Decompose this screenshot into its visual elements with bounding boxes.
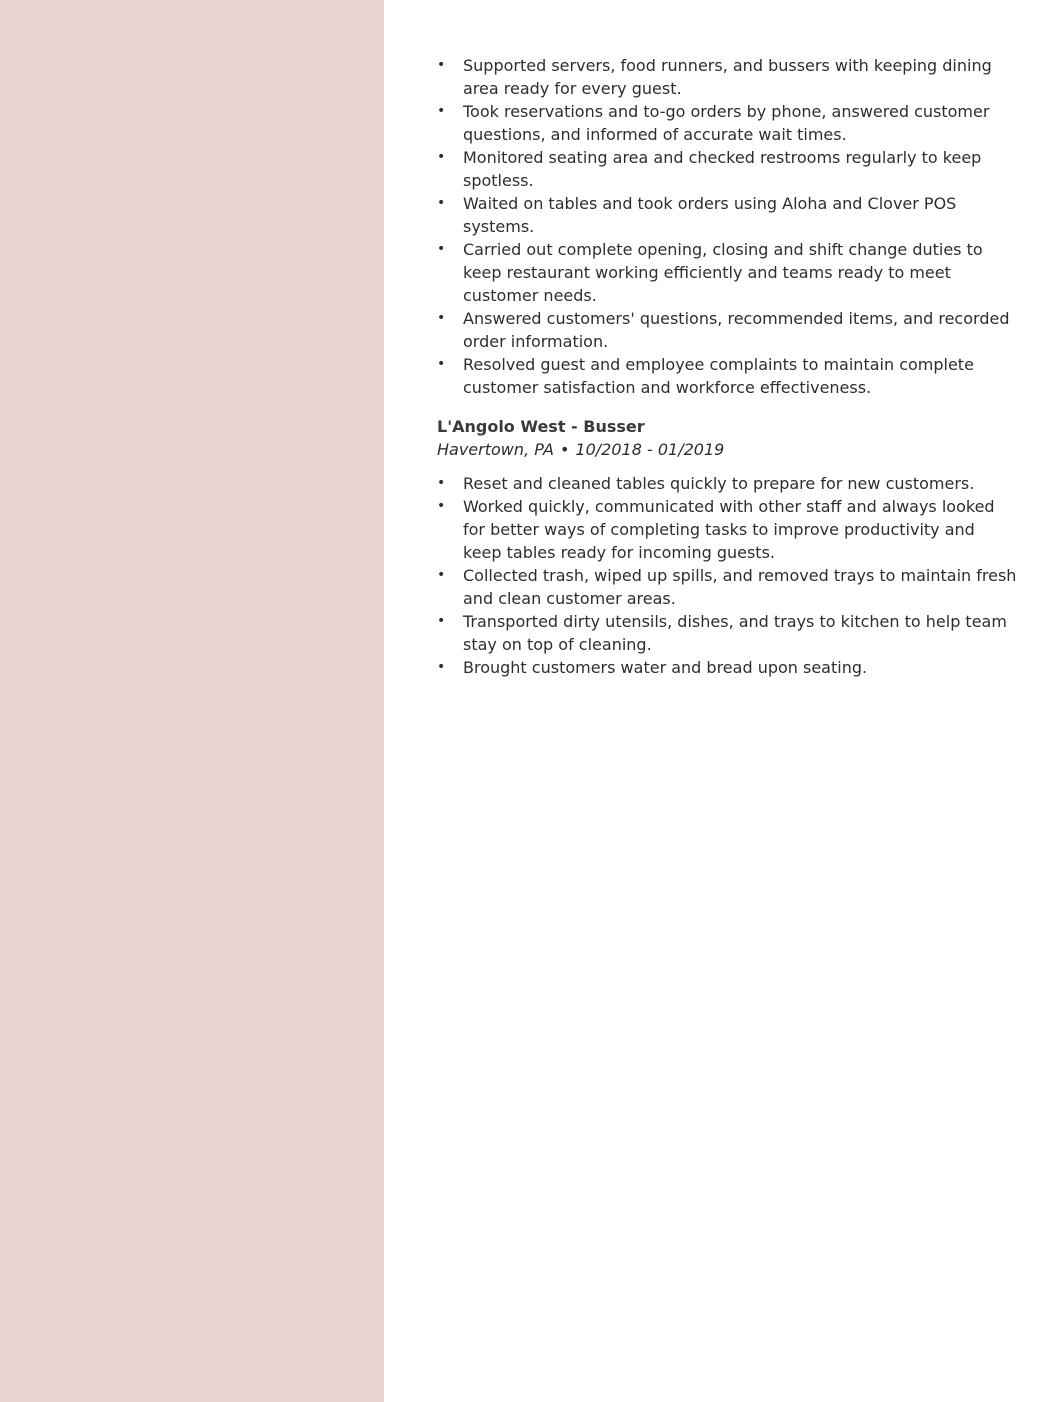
list-item: • Took reservations and to-go orders by phone, answered customer questions, and informed of accurate wait times. [437,100,1017,146]
list-item: • Collected trash, wiped up spills, and removed trays to maintain fresh and clean customer areas. [437,564,1017,610]
list-item: • Answered customers' questions, recommended items, and recorded order information. [437,307,1017,353]
job-title [437,415,1017,438]
job-meta [437,438,1017,461]
list-item: • Reset and cleaned tables quickly to prepare for new customers. [437,472,1017,495]
list-item: • Carried out complete opening, closing and shift change duties to keep restaurant working efficiently and teams ready to meet customer needs. [437,238,1017,307]
experience-section [437,54,1017,679]
meta-separator: • [559,440,570,459]
job-location: Havertown, PA [437,440,554,459]
list-item: • Brought customers water and bread upon seating. [437,656,1017,679]
company-name: L'Angolo West [437,417,566,436]
list-item: • Resolved guest and employee complaints to maintain complete customer satisfaction and workforce effectiveness. [437,353,1017,399]
title-separator: - [571,417,578,436]
job-1-bullet-list [437,54,1017,399]
list-item: • Supported servers, food runners, and bussers with keeping dining area ready for every guest. [437,54,1017,100]
job-2-bullet-list [437,472,1017,679]
job-dates: 10/2018 - 01/2019 [575,440,725,459]
list-item: • Transported dirty utensils, dishes, and trays to kitchen to help team stay on top of cleaning. [437,610,1017,656]
list-item: • Monitored seating area and checked restrooms regularly to keep spotless. [437,146,1017,192]
job-entry-langolo-west [437,415,1017,679]
list-item: • Worked quickly, communicated with other staff and always looked for better ways of completing tasks to improve productivity and keep tables ready for incoming guests. [437,495,1017,564]
position-name: Busser [583,417,645,436]
sidebar-panel [0,0,384,1402]
list-item: • Waited on tables and took orders using Aloha and Clover POS systems. [437,192,1017,238]
